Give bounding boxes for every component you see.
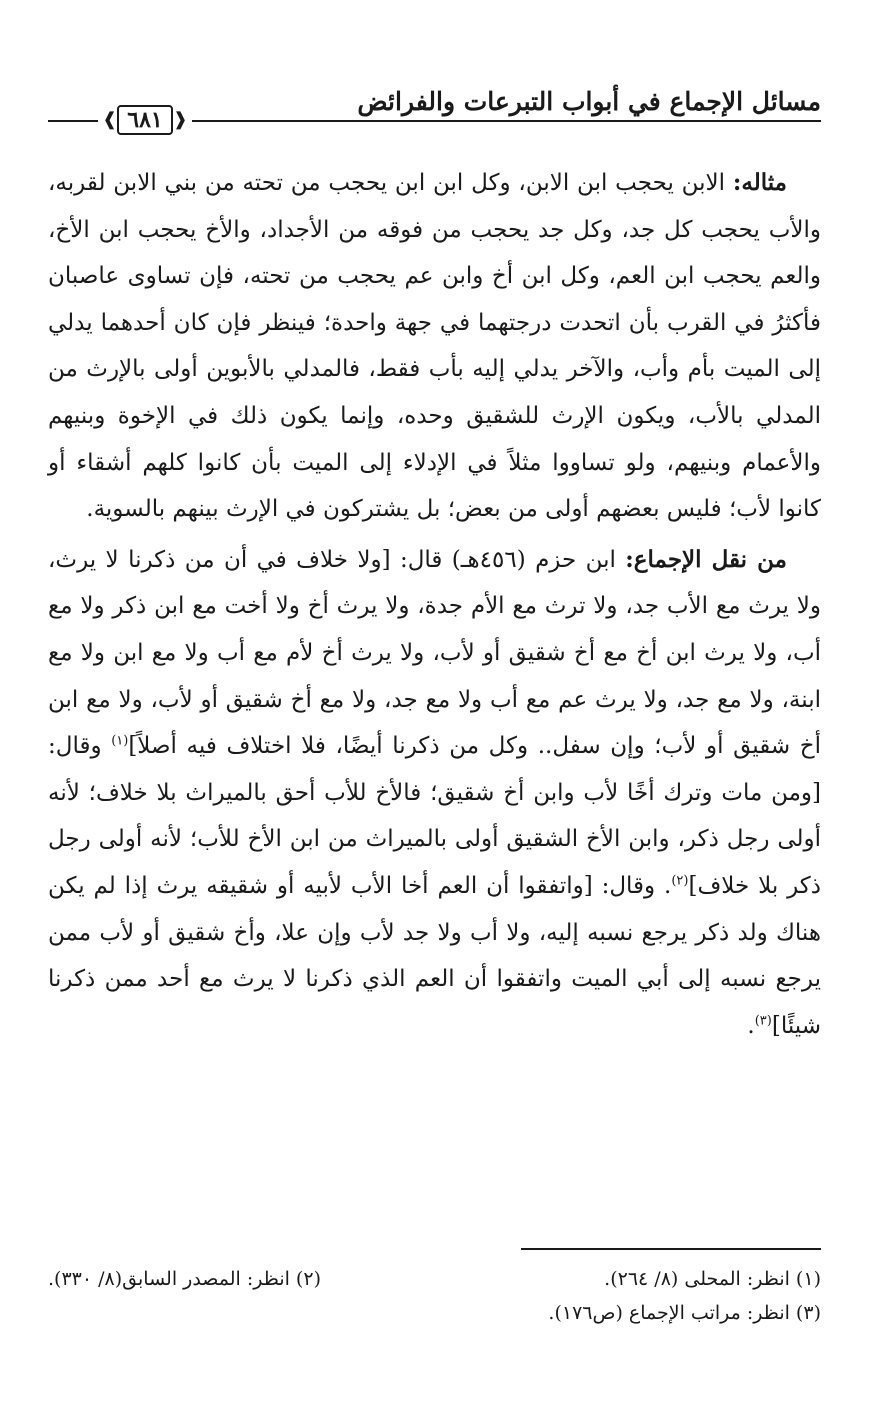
running-title: مسائل الإجماع في أبواب التبرعات والفرائض [357, 87, 821, 116]
paragraph-lead: مثاله: [732, 169, 787, 196]
page-number-badge [100, 104, 190, 136]
footnote-row [48, 1262, 821, 1296]
footnote-ref[interactable]: (٢) [671, 873, 689, 889]
footnote-2: (٢) انظر: المصدر السابق(٨/ ٣٣٠). [48, 1268, 321, 1290]
footnote-separator [521, 1248, 821, 1250]
paragraph-text: الابن يحجب ابن الابن، وكل ابن ابن يحجب من تحته من بني الابن لقربه، والأب يحجب كل جد، وكل جد يحجب من فوقه من الأجداد، والأخ يحجب ابن الأخ، والعم يحجب ابن العم، وكل ابن أخ وابن عم يحجب من تحته، فإن تساوى عاصبان فأكثرُ في القرب بأن اتحدت درجتهما في جهة واحدة؛ فينظر فإن كان أحدهما يدلي إلى الميت بأم وأب، والآخر يدلي إليه بأب فقط، فالمدلي بالأبوين أولى بالإرث من المدلي بالأب، ويكون الإرث للشقيق وحده، وإنما يكون ذلك في الإخوة وبنيهم والأعمام وبنيهم، ولو تساووا مثلاً في الإدلاء إلى الميت بأن كانوا كلهم أشقاء أو كانوا لأب؛ فليس بعضهم أولى من بعض؛ بل يشتركون في الإرث بينهم بالسوية. [48, 170, 821, 523]
footnote-ref[interactable]: (١) [111, 733, 129, 749]
paragraph-text: . [747, 1012, 755, 1039]
footnotes [48, 1262, 821, 1330]
paragraph-text: ابن حزم (٤٥٦هـ) قال: [ولا خلاف في أن من ذكرنا لا يرث، ولا يرث مع الأب جد، ولا ترث مع الأم جدة، ولا يرث أخ ولا أخت مع ابن ذكر ولا مع أب، ولا يرث ابن أخ مع أخ شقيق أو لأب، ولا يرث أخ لأم مع أب ولا مع ابن ولا مع ابنة، ولا مع جد، ولا يرث عم مع أب ولا مع جد، ولا مع أخ شقيق أو لأب، ولا مع ابن أخ شقيق أو لأب؛ وإن سفل.. وكل من ذكرنا أيضًا، فلا اختلاف فيه أصلاً] [48, 546, 821, 760]
ornament-left-icon: ❱ [102, 109, 118, 130]
paragraph-lead: من نقل الإجماع: [625, 545, 787, 573]
paragraph-text: . وقال: [واتفقوا أن العم أخا الأب لأبيه أو شقيقه يرث إذا لم يكن هناك ولد ذكر يرجع نسبه إليه، ولا أب ولا جد لأب وإن علا، وأخ شقيق أو لأب ممن يرجع نسبه إلى أبي الميت واتفقوا أن العم الذي ذكرنا لا يرث مع أحد ممن ذكرنا شيئًا] [48, 872, 821, 1039]
footnote-3: (٣) انظر: مراتب الإجماع (ص١٧٦). [548, 1302, 821, 1324]
paragraph-consensus [48, 537, 821, 1050]
header-rule [192, 120, 821, 122]
footnote-row [48, 1296, 821, 1330]
footnote-ref[interactable]: (٣) [754, 1013, 772, 1029]
running-header [48, 86, 821, 136]
main-text [48, 160, 821, 1049]
page-number: ٦٨١ [117, 105, 172, 135]
paragraph-text: وقال: [ومن مات وترك أخًا لأب وابن أخ شقيق؛ فالأخ للأب أحق بالميراث بلا خلاف؛ لأنه أولى رجل ذكر، وابن الأخ الشقيق أولى بالميراث من ابن الأخ للأب؛ لأنه أولى رجل ذكر بلا خلاف] [48, 733, 821, 899]
header-rule-left [48, 120, 98, 122]
footnote-1: (١) انظر: المحلى (٨/ ٢٦٤). [604, 1268, 821, 1290]
paragraph-example [48, 160, 821, 533]
ornament-right-icon: ❰ [172, 109, 188, 130]
